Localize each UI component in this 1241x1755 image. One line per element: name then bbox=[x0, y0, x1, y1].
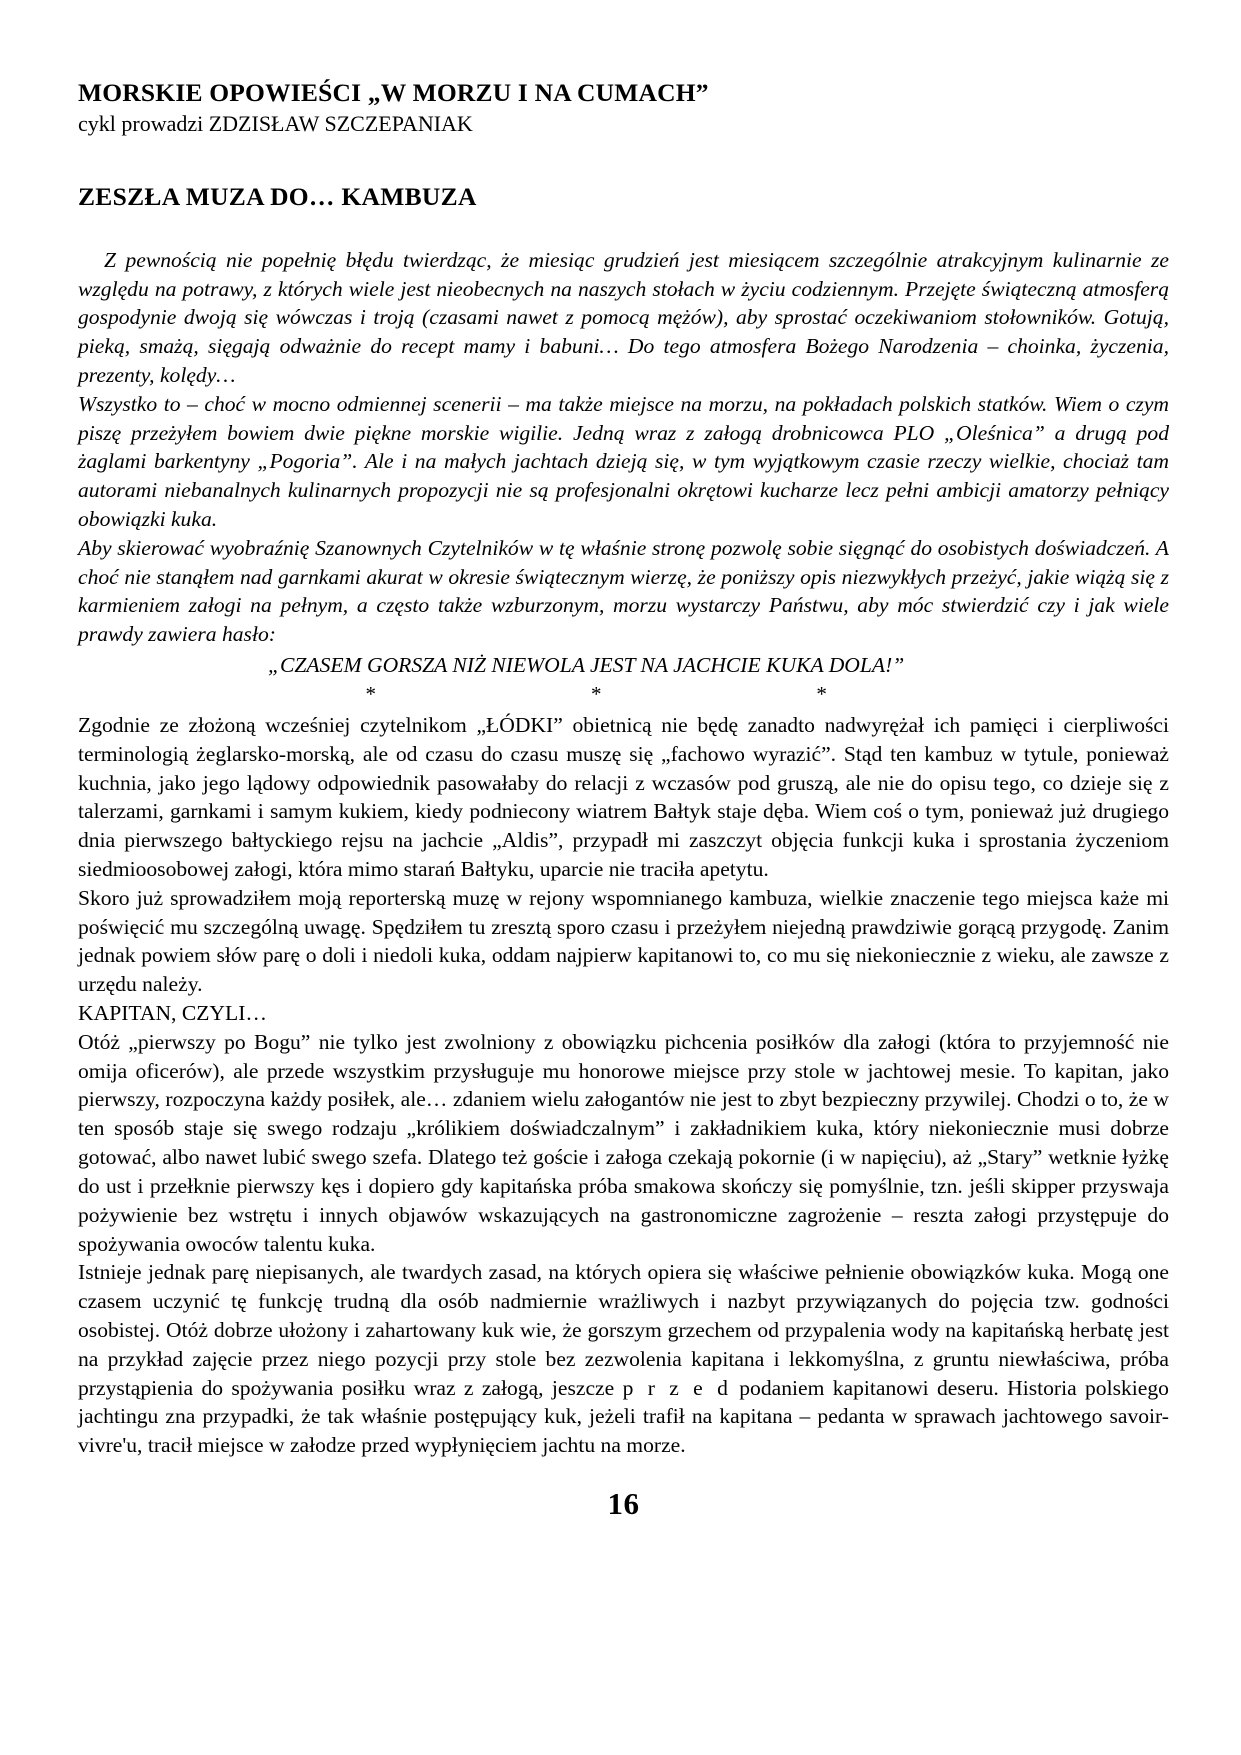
star-3: * bbox=[816, 681, 827, 706]
body-paragraph-4-emphasis: p r z e d bbox=[622, 1375, 731, 1400]
body-paragraph-4-part-a: Istnieje jednak parę niepisanych, ale twardych zasad, na których opiera się właściwe pełnienie obowiązków kuka. Mogą one czasem uczynić tę funkcję trudną dla osób nadmiernie wrażliwych i nazbyt przywiązanych do pojęcia tzw. godności osobistej. Otóż dobrze ułożony i zahartowany kuk wie, że gorszym grzechem od przypalenia wody na kapitańską herbatę jest na przykład zajęcie przez niego pozycji przy stole bez zezwolenia kapitana i lekkomyślna, z gruntu niewłaściwa, próba przystąpienia do spożywania posiłku wraz z załogą, jeszcze bbox=[78, 1260, 1169, 1400]
section-separator-stars bbox=[258, 682, 934, 707]
series-host: cykl prowadzi ZDZISŁAW SZCZEPANIAK bbox=[78, 111, 473, 137]
series-title: MORSKIE OPOWIEŚCI „W MORZU I NA CUMACH” bbox=[78, 78, 709, 107]
intro-italic-section bbox=[78, 246, 1169, 680]
body-section bbox=[78, 711, 1169, 1460]
body-subheading: KAPITAN, CZYLI… bbox=[78, 1001, 267, 1026]
body-paragraph-1: Zgodnie ze złożoną wcześniej czytelnikom „ŁÓDKI” obietnicą nie będę zanadto nadwyrężał ich pamięci i cierpliwości terminologią żeglarsko-morską, ale od czasu do czasu muszę się „fachowo wyrazić”. Stąd ten kambuz w tytule, ponieważ kuchnia, jako jego lądowy odpowiednik pasowałaby do relacji z wczasów pod gruszą, ale nie do opisu tego, co dzieje się z talerzami, garnkami i samym kukiem, kiedy podniecony wiatrem Bałtyk staje dęba. Wiem coś o tym, ponieważ już drugiego dnia pierwszego bałtyckiego rejsu na jachcie „Aldis”, przypadł mi zaszczyt objęcia funkcji kuka i sprostania życzeniom siedmioosobowej załogi, która mimo starań Bałtyku, uparcie nie traciła apetytu. bbox=[78, 712, 1169, 881]
star-2: * bbox=[590, 681, 602, 706]
intro-paragraph-2: Wszystko to – choć w mocno odmiennej scenerii – ma także miejsce na morzu, na pokładach polskich statków. Wiem o czym piszę przeżyłem bowiem dwie piękne morskie wigilie. Jedną wraz z załogą drobnicowca PLO „Oleśnica” a drugą pod żaglami barkentyny „Pogoria”. Ale i na małych jachtach dzieją się, w tym wyjątkowym czasie rzeczy wielkie, chociaż tam autorami niebanalnych kulinarnych propozycji nie są profesjonalni okrętowi kucharze lecz pełni ambicji amatorzy pełniący obowiązki kuka. bbox=[78, 391, 1169, 532]
article-title: ZESZŁA MUZA DO… KAMBUZA bbox=[78, 181, 477, 211]
star-1: * bbox=[365, 681, 376, 706]
body-paragraph-4-part-b: podaniem kapitanowi deseru. Historia polskiego jachtingu zna przypadki, że tak właśnie postępujący kuk, jeżeli trafił na kapitana – pedanta w sprawach jachtowego savoir-vivre'u, tracił miejsce w załodze przed wypłynięciem jachtu na morze. bbox=[78, 1375, 1169, 1458]
body-paragraph-2: Skoro już sprowadziłem moją reporterską muzę w rejony wspomnianego kambuza, wielkie znaczenie tego miejsca każe mi poświęcić mu szczególną uwagę. Spędziłem tu zresztą sporo czasu i przeżyłem niejedną prawdziwie gorącą przygodę. Zanim jednak powiem słów parę o doli i niedoli kuka, oddam najpierw kapitanowi to, co mu się niekoniecznie z wieku, ale zawsze z urzędu należy. bbox=[78, 885, 1169, 997]
intro-paragraph-1: Z pewnością nie popełnię błędu twierdząc, że miesiąc grudzień jest miesiącem szczególnie atrakcyjnym kulinarnie ze względu na potrawy, z których wiele jest nieobecnych na naszych stołach w życiu codziennym. Przejęte świąteczną atmosferą gospodynie dwoją się wówczas i troją (czasami nawet z pomocą mężów), aby sprostać oczekiwaniom stołowników. Gotują, pieką, smażą, sięgają odważnie do recept mamy i babuni… Do tego atmosfera Bożego Narodzenia – choinka, życzenia, prezenty, kolędy… bbox=[78, 247, 1169, 387]
page-number: 16 bbox=[607, 1486, 640, 1522]
motto-line: „CZASEM GORSZA NIŻ NIEWOLA JEST NA JACHCIE KUKA DOLA!” bbox=[268, 653, 905, 678]
intro-paragraph-3: Aby skierować wyobraźnię Szanownych Czytelników w tę właśnie stronę pozwolę sobie sięgnąć do osobistych doświadczeń. A choć nie stanąłem nad garnkami akurat w okresie świątecznym wierzę, że poniższy opis niezwykłych przeżyć, jakie wiążą się z karmieniem załogi na pełnym, a często także wzburzonym, morzu wystarczy Państwu, aby móc stwierdzić czy i jak wiele prawdy zawiera hasło: bbox=[78, 535, 1169, 647]
body-paragraph-4 bbox=[78, 1258, 1169, 1460]
body-paragraph-3: Otóż „pierwszy po Bogu” nie tylko jest zwolniony z obowiązku pichcenia posiłków dla załogi (która to przyjemność nie omija oficerów), ale przede wszystkim przysługuje mu honorowe miejsce przy stole w jachtowej mesie. To kapitan, jako pierwszy, rozpoczyna każdy posiłek, ale… zdaniem wielu załogantów nie jest to zbyt bezpieczny przywilej. Chodzi o to, że w ten sposób staje się swego rodzaju „królikiem doświadczalnym” i zakładnikiem kuka, który niekoniecznie musi dobrze gotować, albo nawet lubić swego szefa. Dlatego też goście i załoga czekają pokornie (i w napięciu), aż „Stary” wetknie łyżkę do ust i przełknie pierwszy kęs i dopiero gdy kapitańska próba smakowa skończy się pomyślnie, tzn. jeśli skipper przyswaja pożywienie bez wstrętu i innych objawów wskazujących na gastronomiczne zagrożenie – reszta załogi przystępuje do spożywania owoców talentu kuka. bbox=[78, 1029, 1169, 1256]
